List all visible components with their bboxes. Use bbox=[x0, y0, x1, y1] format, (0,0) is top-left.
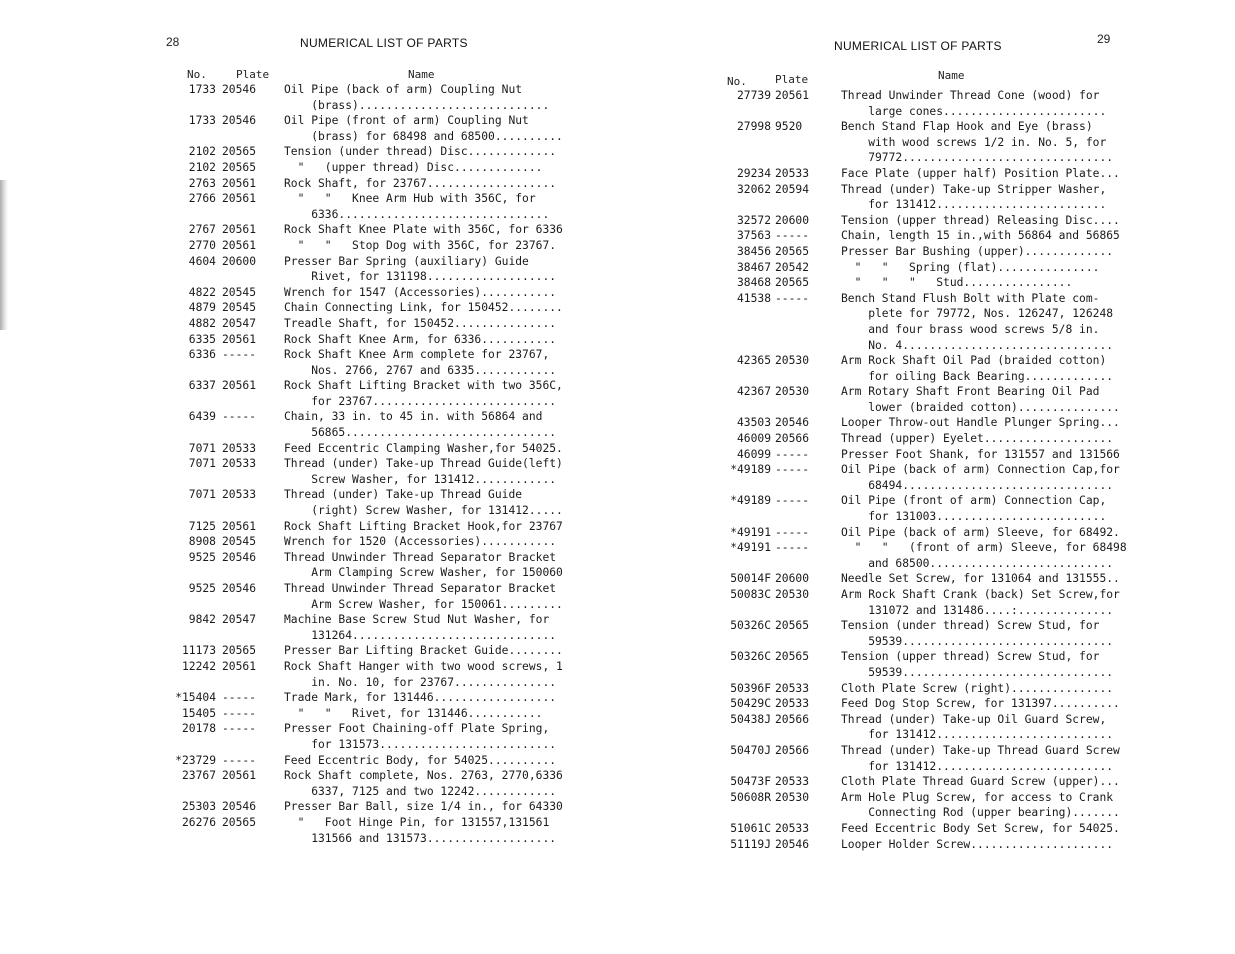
part-row bbox=[711, 431, 1127, 447]
part-row bbox=[156, 643, 563, 659]
plate-number: 20547 bbox=[222, 613, 257, 627]
part-row bbox=[711, 837, 1127, 853]
part-name: Presser Foot Chaining-off Plate Spring, for 131573.......................... bbox=[284, 722, 557, 751]
part-name: Oil Pipe (back of arm) Coupling Nut (brass)............................ bbox=[284, 83, 550, 112]
plate-number: 20533 bbox=[775, 775, 810, 789]
part-row bbox=[156, 753, 563, 769]
part-number: 42365 bbox=[736, 354, 771, 368]
part-name: Thread Unwinder Thread Separator Bracket Arm Clamping Screw Washer, for 150060 bbox=[284, 550, 563, 580]
part-name: Arm Hole Plug Screw, for access to Crank Connecting Rod (upper bearing)....... bbox=[841, 790, 1120, 820]
part-name: Oil Pipe (back of arm) Connection Cap,for 68494............................... bbox=[841, 463, 1120, 492]
plate-number: 20530 bbox=[775, 790, 810, 804]
part-number: 6337 bbox=[188, 379, 216, 393]
plate-number: 9520 bbox=[775, 120, 803, 134]
part-row bbox=[156, 721, 563, 752]
part-name: Chain Connecting Link, for 150452........ bbox=[284, 301, 563, 315]
part-number: 32062 bbox=[736, 182, 771, 196]
part-name: Rock Shaft Knee Arm, for 6336........... bbox=[284, 332, 557, 346]
column-header-no: No. bbox=[187, 68, 207, 81]
part-row bbox=[156, 254, 563, 285]
part-name: " " Stop Dog with 356C, for 23767. bbox=[284, 238, 557, 252]
parts-list bbox=[156, 82, 563, 846]
part-row bbox=[156, 82, 563, 113]
part-number: 50014F bbox=[730, 572, 771, 586]
part-row bbox=[156, 378, 563, 409]
plate-number: 20565 bbox=[775, 276, 810, 290]
part-row bbox=[156, 456, 563, 487]
part-row bbox=[156, 332, 563, 348]
part-row bbox=[711, 525, 1127, 541]
part-number: 1733 bbox=[188, 114, 216, 128]
plate-number: 20530 bbox=[775, 385, 810, 399]
plate-number: 20561 bbox=[222, 332, 257, 346]
plate-number: ----- bbox=[775, 463, 810, 477]
part-number: 38456 bbox=[736, 244, 771, 258]
part-name: Looper Throw-out Handle Plunger Spring... bbox=[841, 416, 1120, 430]
part-row bbox=[156, 238, 563, 254]
plate-number: 20545 bbox=[222, 535, 257, 549]
part-row bbox=[156, 815, 563, 846]
plate-number: 20546 bbox=[222, 582, 257, 595]
part-name: Feed Dog Stop Screw, for 131397.......... bbox=[841, 697, 1120, 711]
part-row bbox=[711, 384, 1127, 415]
plate-number: 20546 bbox=[222, 800, 257, 814]
part-number: *49191 bbox=[730, 525, 771, 539]
part-name: Wrench for 1547 (Accessories)........... bbox=[284, 285, 557, 299]
part-row bbox=[711, 88, 1127, 119]
part-row bbox=[711, 790, 1127, 821]
part-number: 29234 bbox=[736, 166, 771, 180]
part-row bbox=[711, 119, 1127, 166]
part-name: Bench Stand Flap Hook and Eye (brass) with wood screws 1/2 in. No. 5, for 79772............................... bbox=[841, 120, 1114, 165]
parts-list bbox=[711, 88, 1127, 852]
part-name: " (upper thread) Disc............. bbox=[284, 160, 543, 174]
part-name: Machine Base Screw Stud Nut Washer, for 131264.............................. bbox=[284, 613, 557, 642]
column-header-plate: Plate bbox=[236, 68, 270, 81]
part-row bbox=[711, 462, 1127, 493]
part-name: Thread (under) Take-up Stripper Washer, for 131412......................... bbox=[841, 182, 1107, 212]
part-row bbox=[711, 244, 1127, 260]
part-number: 50470J bbox=[730, 743, 771, 757]
part-row bbox=[711, 618, 1127, 649]
part-name: Cloth Plate Thread Guard Screw (upper)... bbox=[841, 775, 1120, 789]
plate-number: 20565 bbox=[222, 815, 257, 829]
part-number: 4882 bbox=[188, 316, 216, 330]
part-name: Presser Bar Lifting Bracket Guide........ bbox=[284, 644, 563, 658]
plate-number: 20565 bbox=[222, 145, 257, 159]
part-name: Rock Shaft complete, Nos. 2763, 2770,6336 6337, 7125 and two 12242............ bbox=[284, 769, 563, 798]
part-name: Feed Eccentric Body Set Screw, for 54025. bbox=[841, 821, 1120, 835]
plate-number: 20600 bbox=[222, 254, 257, 268]
plate-number: ----- bbox=[775, 229, 810, 243]
part-number: 7125 bbox=[188, 519, 216, 533]
part-row bbox=[156, 222, 563, 238]
plate-number: ----- bbox=[775, 494, 810, 508]
part-number: 43503 bbox=[736, 416, 771, 430]
plate-number: ----- bbox=[222, 348, 257, 362]
part-name: Feed Eccentric Body, for 54025.......... bbox=[284, 753, 557, 767]
plate-number: ----- bbox=[222, 722, 257, 736]
plate-number: ----- bbox=[775, 291, 810, 305]
plate-number: 20533 bbox=[775, 166, 810, 180]
part-number: 4604 bbox=[188, 254, 216, 268]
part-name: Rock Shaft Hanger with two wood screws, 1 in. No. 10, for 23767............... bbox=[284, 659, 563, 689]
part-row bbox=[156, 612, 563, 643]
column-header-name: Name bbox=[938, 69, 965, 82]
part-name: " " " Stud................ bbox=[841, 276, 1073, 290]
part-name: Cloth Plate Screw (right)............... bbox=[841, 681, 1114, 695]
part-number: 50083C bbox=[730, 588, 771, 601]
part-name: Presser Foot Shank, for 131557 and 131566 bbox=[841, 447, 1120, 461]
part-row bbox=[156, 113, 563, 144]
part-number: 2102 bbox=[188, 160, 216, 174]
part-row bbox=[711, 540, 1127, 571]
plate-number: 20565 bbox=[775, 244, 810, 258]
part-row bbox=[156, 316, 563, 332]
part-number: 6335 bbox=[188, 332, 216, 346]
part-row bbox=[156, 581, 563, 612]
part-name: Thread (under) Take-up Oil Guard Screw, for 131412.......................... bbox=[841, 712, 1114, 742]
part-row bbox=[156, 768, 563, 799]
part-number: 2102 bbox=[188, 145, 216, 159]
plate-number: 20561 bbox=[775, 89, 810, 102]
part-name: Thread (under) Take-up Thread Guide (right) Screw Washer, for 131412..... bbox=[284, 488, 563, 518]
part-name: Presser Bar Ball, size 1/4 in., for 64330 bbox=[284, 800, 563, 814]
part-name: Rock Shaft, for 23767................... bbox=[284, 176, 557, 190]
part-number: 41538 bbox=[736, 291, 771, 305]
part-row bbox=[156, 144, 563, 160]
plate-number: ----- bbox=[222, 410, 257, 424]
part-number: 46009 bbox=[736, 432, 771, 446]
part-name: Arm Rotary Shaft Front Bearing Oil Pad lower (braided cotton)............... bbox=[841, 385, 1120, 414]
part-row bbox=[156, 706, 563, 722]
plate-number: 20561 bbox=[222, 238, 257, 252]
part-name: Needle Set Screw, for 131064 and 131555.. bbox=[841, 572, 1120, 586]
part-name: Wrench for 1520 (Accessories)........... bbox=[284, 535, 557, 549]
plate-number: 20530 bbox=[775, 354, 810, 368]
plate-number: 20542 bbox=[775, 260, 810, 274]
part-row bbox=[711, 213, 1127, 229]
part-number: 38468 bbox=[736, 276, 771, 290]
part-row bbox=[156, 690, 563, 706]
part-row bbox=[711, 415, 1127, 431]
plate-number: 20546 bbox=[775, 837, 810, 851]
column-header-plate: Plate bbox=[775, 73, 809, 86]
plate-number: 20533 bbox=[775, 821, 810, 835]
plate-number: ----- bbox=[222, 706, 257, 720]
part-name: Face Plate (upper half) Position Plate... bbox=[841, 166, 1120, 180]
running-head: NUMERICAL LIST OF PARTS bbox=[300, 36, 468, 50]
plate-number: 20561 bbox=[222, 519, 257, 533]
part-name: Arm Rock Shaft Crank (back) Set Screw,for 131072 and 131486....:.............. bbox=[841, 588, 1120, 617]
part-name: Oil Pipe (back of arm) Sleeve, for 68492. bbox=[841, 525, 1120, 539]
plate-number: 20565 bbox=[222, 160, 257, 174]
plate-number: 20547 bbox=[222, 316, 257, 330]
part-row bbox=[156, 534, 563, 550]
part-number: 51061C bbox=[730, 821, 771, 835]
plate-number: 20546 bbox=[222, 83, 257, 96]
part-row bbox=[711, 260, 1127, 276]
part-row bbox=[711, 696, 1127, 712]
part-number: 6439 bbox=[188, 410, 216, 424]
part-row bbox=[156, 160, 563, 176]
plate-number: 20546 bbox=[222, 550, 257, 564]
right-page bbox=[615, 0, 1235, 954]
plate-number: 20565 bbox=[222, 644, 257, 658]
part-number: 9525 bbox=[188, 550, 216, 564]
part-name: Chain, length 15 in.,with 56864 and 56865 bbox=[841, 229, 1120, 243]
part-number: 51119J bbox=[730, 837, 771, 851]
part-row bbox=[156, 519, 563, 535]
part-number: 50326C bbox=[730, 619, 771, 633]
plate-number: 20561 bbox=[222, 659, 257, 673]
part-row bbox=[156, 191, 563, 222]
part-number: 12242 bbox=[181, 659, 216, 673]
part-name: Bench Stand Flush Bolt with Plate com- plete for 79772, Nos. 126247, 126248 and four brass wood screws 5/8 in. No. 4............................... bbox=[841, 291, 1114, 352]
plate-number: 20561 bbox=[222, 223, 257, 237]
part-row bbox=[156, 176, 563, 192]
part-name: Presser Bar Spring (auxiliary) Guide Rivet, for 131198................... bbox=[284, 254, 557, 284]
part-row bbox=[711, 571, 1127, 587]
part-number: 4822 bbox=[188, 285, 216, 299]
part-number: 46099 bbox=[736, 447, 771, 461]
part-row bbox=[711, 493, 1127, 524]
part-number: 50326C bbox=[730, 650, 771, 664]
part-name: Tension (under thread) Disc............. bbox=[284, 145, 557, 159]
part-name: Rock Shaft Lifting Bracket Hook,for 23767 bbox=[284, 519, 563, 533]
plate-number: 20566 bbox=[775, 712, 810, 726]
part-name: Oil Pipe (front of arm) Coupling Nut (brass) for 68498 and 68500.......... bbox=[284, 114, 563, 143]
part-name: Rock Shaft Lifting Bracket with two 356C, for 23767........................... bbox=[284, 379, 563, 408]
part-number: 27998 bbox=[736, 120, 771, 134]
part-name: Thread (under) Take-up Thread Guard Screw for 131412.......................... bbox=[841, 743, 1120, 773]
part-number: 2766 bbox=[188, 192, 216, 206]
page-number: 29 bbox=[1097, 32, 1111, 46]
part-number: 26276 bbox=[181, 815, 216, 829]
part-name: " Foot Hinge Pin, for 131557,131561 131566 and 131573................... bbox=[297, 815, 557, 845]
part-row bbox=[711, 712, 1127, 743]
part-row bbox=[156, 285, 563, 301]
part-name: Rock Shaft Knee Plate with 356C, for 6336 bbox=[284, 223, 563, 237]
part-name: Trade Mark, for 131446.................. bbox=[284, 691, 557, 705]
plate-number: ----- bbox=[222, 753, 257, 767]
part-number: 50396F bbox=[730, 681, 771, 695]
part-name: Tension (under thread) Screw Stud, for 59539............................... bbox=[841, 619, 1114, 648]
part-number: 32572 bbox=[736, 213, 771, 227]
part-number: 8908 bbox=[188, 535, 216, 549]
part-row bbox=[156, 409, 563, 440]
plate-number: 20561 bbox=[222, 192, 257, 206]
part-row bbox=[711, 166, 1127, 182]
plate-number: 20533 bbox=[775, 681, 810, 695]
part-number: 11173 bbox=[181, 644, 216, 658]
part-number: 9525 bbox=[188, 582, 216, 595]
running-head: NUMERICAL LIST OF PARTS bbox=[834, 39, 1002, 53]
part-row bbox=[156, 487, 563, 518]
column-header-name: Name bbox=[408, 68, 435, 81]
plate-number: 20533 bbox=[775, 697, 810, 711]
plate-number: 20545 bbox=[222, 301, 257, 315]
part-number: 1733 bbox=[188, 83, 216, 96]
plate-number: 20566 bbox=[775, 432, 810, 446]
part-number: 50608R bbox=[730, 790, 771, 804]
plate-number: 20600 bbox=[775, 572, 810, 586]
part-row bbox=[156, 659, 563, 690]
plate-number: 20561 bbox=[222, 769, 257, 783]
plate-number: 20565 bbox=[775, 650, 810, 664]
part-name: Thread (under) Take-up Thread Guide(left) Screw Washer, for 131412............ bbox=[284, 457, 563, 486]
part-row bbox=[711, 291, 1127, 353]
part-number: 42367 bbox=[736, 385, 771, 399]
part-name: Chain, 33 in. to 45 in. with 56864 and 56865............................... bbox=[284, 410, 557, 440]
plate-number: 20600 bbox=[775, 213, 810, 227]
part-number: 27739 bbox=[736, 89, 771, 102]
part-number: 6336 bbox=[188, 348, 216, 362]
part-name: " " Rivet, for 131446........... bbox=[284, 706, 543, 720]
plate-number: ----- bbox=[775, 525, 810, 539]
plate-number: 20594 bbox=[775, 182, 810, 196]
part-number: 50473F bbox=[730, 775, 771, 789]
part-number: 2770 bbox=[188, 238, 216, 252]
part-row bbox=[711, 681, 1127, 697]
part-number: 7071 bbox=[188, 457, 216, 471]
part-row bbox=[711, 275, 1127, 291]
column-header-no: No. bbox=[727, 75, 747, 88]
part-name: Tension (upper thread) Releasing Disc.... bbox=[841, 213, 1120, 227]
part-row bbox=[156, 300, 563, 316]
part-row bbox=[711, 587, 1127, 618]
plate-number: 20566 bbox=[775, 743, 810, 757]
part-number: 38467 bbox=[736, 260, 771, 274]
part-name: Rock Shaft Knee Arm complete for 23767, Nos. 2766, 2767 and 6335............ bbox=[284, 348, 557, 377]
plate-number: 20546 bbox=[775, 416, 810, 430]
part-name: Thread (upper) Eyelet................... bbox=[841, 432, 1114, 446]
part-number: 20178 bbox=[181, 722, 216, 736]
part-row bbox=[711, 649, 1127, 680]
part-number: 2767 bbox=[188, 223, 216, 237]
part-number: 4879 bbox=[188, 301, 216, 315]
page-number: 28 bbox=[166, 35, 180, 49]
plate-number: ----- bbox=[775, 447, 810, 461]
part-number: 25303 bbox=[181, 800, 216, 814]
part-name: " " (front of arm) Sleeve, for 68498 and 68500........................... bbox=[854, 541, 1127, 570]
part-row bbox=[156, 799, 563, 815]
part-number: *23729 bbox=[175, 753, 216, 767]
part-name: Thread Unwinder Thread Cone (wood) for large cones........................ bbox=[841, 89, 1107, 118]
plate-number: 20565 bbox=[775, 619, 810, 633]
part-row bbox=[156, 441, 563, 457]
part-number: *49189 bbox=[730, 463, 771, 477]
part-number: 37563 bbox=[736, 229, 771, 243]
part-row bbox=[711, 743, 1127, 774]
part-number: 9842 bbox=[188, 613, 216, 627]
part-name: Feed Eccentric Clamping Washer,for 54025. bbox=[284, 441, 563, 455]
part-number: 23767 bbox=[181, 769, 216, 783]
part-number: 50429C bbox=[730, 697, 771, 711]
part-row bbox=[156, 347, 563, 378]
part-row bbox=[711, 353, 1127, 384]
plate-number: 20546 bbox=[222, 114, 257, 128]
plate-number: ----- bbox=[222, 691, 257, 705]
part-row bbox=[711, 821, 1127, 837]
part-row bbox=[711, 228, 1127, 244]
part-row bbox=[711, 447, 1127, 463]
part-name: Looper Holder Screw..................... bbox=[841, 837, 1114, 851]
part-number: 2763 bbox=[188, 176, 216, 190]
part-number: 50438J bbox=[730, 712, 771, 726]
plate-number: 20545 bbox=[222, 285, 257, 299]
part-row bbox=[711, 774, 1127, 790]
plate-number: 20533 bbox=[222, 488, 257, 502]
plate-number: ----- bbox=[775, 541, 810, 555]
part-number: 7071 bbox=[188, 441, 216, 455]
plate-number: 20533 bbox=[222, 457, 257, 471]
part-row bbox=[711, 182, 1127, 213]
part-name: Oil Pipe (front of arm) Connection Cap, for 131003......................... bbox=[841, 494, 1107, 524]
part-number: *15404 bbox=[175, 691, 216, 705]
part-name: Presser Bar Bushing (upper)............. bbox=[841, 244, 1114, 258]
part-number: 15405 bbox=[181, 706, 216, 720]
part-number: 7071 bbox=[188, 488, 216, 502]
plate-number: 20561 bbox=[222, 379, 257, 393]
part-name: Thread Unwinder Thread Separator Bracket Arm Screw Washer, for 150061......... bbox=[284, 582, 563, 611]
plate-number: 20533 bbox=[222, 441, 257, 455]
part-name: " " Spring (flat)............... bbox=[841, 260, 1100, 274]
part-name: Arm Rock Shaft Oil Pad (braided cotton) for oiling Back Bearing............. bbox=[841, 354, 1114, 383]
left-page bbox=[0, 0, 610, 954]
plate-number: 20530 bbox=[775, 588, 810, 601]
part-number: *49191 bbox=[730, 541, 771, 555]
part-number: *49189 bbox=[730, 494, 771, 508]
part-name: Tension (upper thread) Screw Stud, for 59539............................... bbox=[841, 650, 1114, 679]
part-row bbox=[156, 550, 563, 581]
plate-number: 20561 bbox=[222, 176, 257, 190]
part-name: Treadle Shaft, for 150452............... bbox=[284, 316, 557, 330]
part-name: " " Knee Arm Hub with 356C, for 6336............................... bbox=[297, 192, 550, 221]
